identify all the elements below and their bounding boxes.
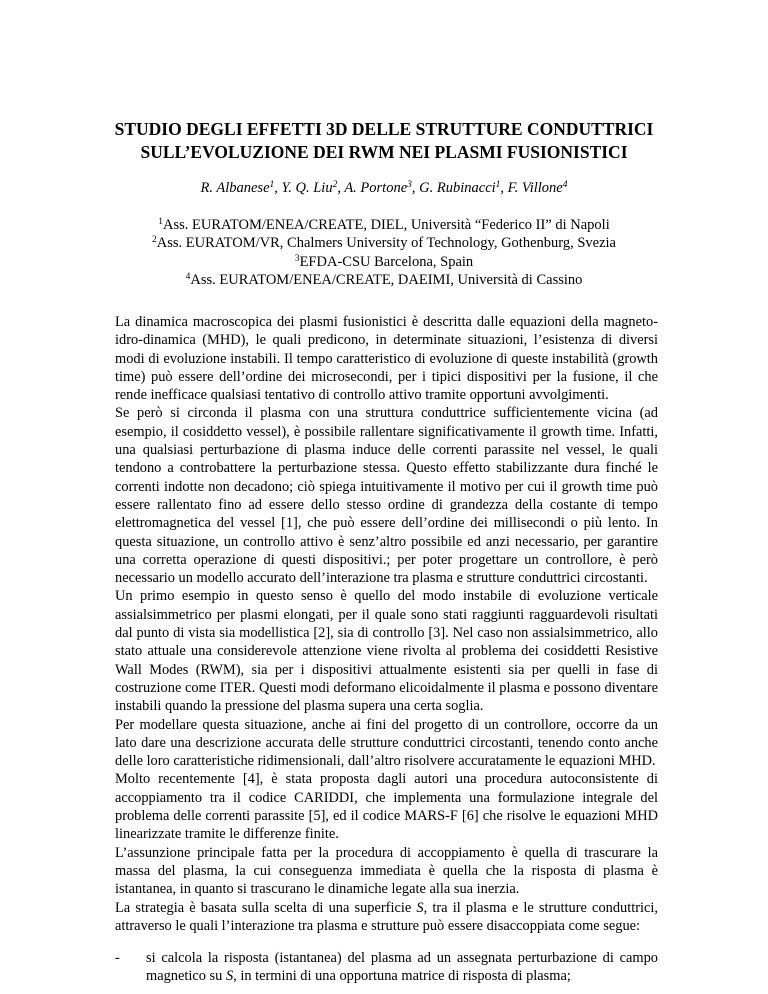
- author: A. Portone$^3$,: [344, 180, 420, 196]
- paragraph: La dinamica macroscopica dei plasmi fusionistici è descritta dalle equazioni della magneto-idro-dinamica (MHD), le quali predicono, in determinate situazioni, l’esistenza di diversi modi di evoluzione instabili. Il tempo caratteristico di evoluzione di queste instabilità (growth time) può essere dell’ordine dei microsecondi, per i tipici dispositivi per la fusione, il che rende inefficace qualsiasi tentativo di controllo attivo tramite opportuni avvolgimenti.: [115, 314, 658, 404]
- list-item: [115, 949, 658, 986]
- affiliation: $^3$EFDA-CSU Barcelona, Spain: [294, 253, 474, 270]
- affiliation: $^4$Ass. EURATOM/ENEA/CREATE, DAEIMI, Università di Cassino: [185, 272, 583, 289]
- author: Y. Q. Liu$^2$,: [281, 180, 345, 196]
- author: G. Rubinacci$^1$,: [419, 180, 508, 196]
- paper-title: [0, 118, 768, 164]
- method-list: [115, 949, 658, 986]
- author-list: [0, 178, 768, 198]
- title-line-2: SULL’EVOLUZIONE DEI RWM NEI PLASMI FUSIONISTICI: [140, 142, 628, 162]
- paragraph: L’assunzione principale fatta per la procedura di accoppiamento è quella di trascurare la massa del plasma, la cui conseguenza immediata è quella che la risposta di plasma è istantanea, in quanto si trascurano le dinamiche legate alla sua inerzia.: [115, 844, 658, 898]
- affiliation: $^1$Ass. EURATOM/ENEA/CREATE, DIEL, Università “Federico II” di Napoli: [158, 217, 610, 233]
- author: F. Villone$^4$: [507, 180, 568, 196]
- body-text: [115, 313, 658, 986]
- title-line-1: STUDIO DEGLI EFFETTI 3D DELLE STRUTTURE CONDUTTRICI: [114, 119, 654, 139]
- affiliation: $^2$Ass. EURATOM/VR, Chalmers University of Technology, Gothenburg, Svezia: [152, 235, 616, 252]
- paragraph: Un primo esempio in questo senso è quello del modo instabile di evoluzione verticale assialsimmetrico per plasmi elongati, per il quale sono stati raggiunti ragguardevoli risultati dal punto di vista sia modellistica [2], sia di controllo [3]. Nel caso non assialsimmetrico, allo stato attuale una considerevole attenzione viene rivolta al problema dei cosiddetti Resistive Wall Modes (RWM), sia per i dispositivi attualmente esistenti sia per quelli in fase di costruzione come ITER. Questi modi deformano elicoidalmente il plasma e possono diventare instabili quando la pressione del plasma supera una certa soglia.: [115, 588, 658, 715]
- paragraph: Per modellare questa situazione, anche ai fini del progetto di un controllore, occorre da un lato dare una descrizione accurata delle strutture conduttrici circostanti, tenendo conto anche delle loro caratteristiche ridimensionali, dall’altro risolvere accuratamente le equazioni MHD.: [115, 716, 658, 770]
- list-item-text: si calcola la risposta (istantanea) del plasma ad un assegnata perturbazione di campo magnetico su S, in termini di una opportuna matrice di risposta di plasma;: [146, 950, 658, 985]
- paragraph: Molto recentemente [4], è stata proposta dagli autori una procedura autoconsistente di accoppiamento tra il codice CARIDDI, che implementa una formulazione integrale del problema delle correnti parassite [5], ed il codice MARS-F [6] che risolve le equazioni MHD linearizzate tramite le differenze finite.: [115, 771, 658, 843]
- author: R. Albanese$^1$,: [200, 180, 282, 196]
- affiliation-list: [0, 216, 768, 290]
- paragraph-strategy: La strategia è basata sulla scelta di una superficie S, tra il plasma e le strutture conduttrici, attraverso le quali l’interazione tra plasma e strutture può essere disaccoppiata come segue:: [115, 899, 658, 934]
- list-dash: -: [115, 950, 120, 967]
- paragraph: Se però si circonda il plasma con una struttura conduttrice sufficientemente vicina (ad esempio, il cosiddetto vessel), è possibile rallentare significativamente il growth time. Infatti, una qualsiasi perturbazione di plasma induce delle correnti parassite nel vessel, le quali tendono a controbattere la perturbazione stessa. Questo effetto stabilizzante dura finché le correnti indotte non decadono; ciò spiega intuitivamente il motivo per cui il growth time può essere rallentato fino ad essere dello stesso ordine di grandezza della costante di tempo elettromagnetica del vessel [1], che può essere dell’ordine dei millisecondi o più lento. In questa situazione, un controllo attivo è senz’altro possibile ed anzi necessario, per garantire una corretta operazione di questi dispositivi.; per poter progettare un controllore, è però necessario un modello accurato dell’interazione tra plasma e strutture conduttrici circostanti.: [115, 405, 658, 587]
